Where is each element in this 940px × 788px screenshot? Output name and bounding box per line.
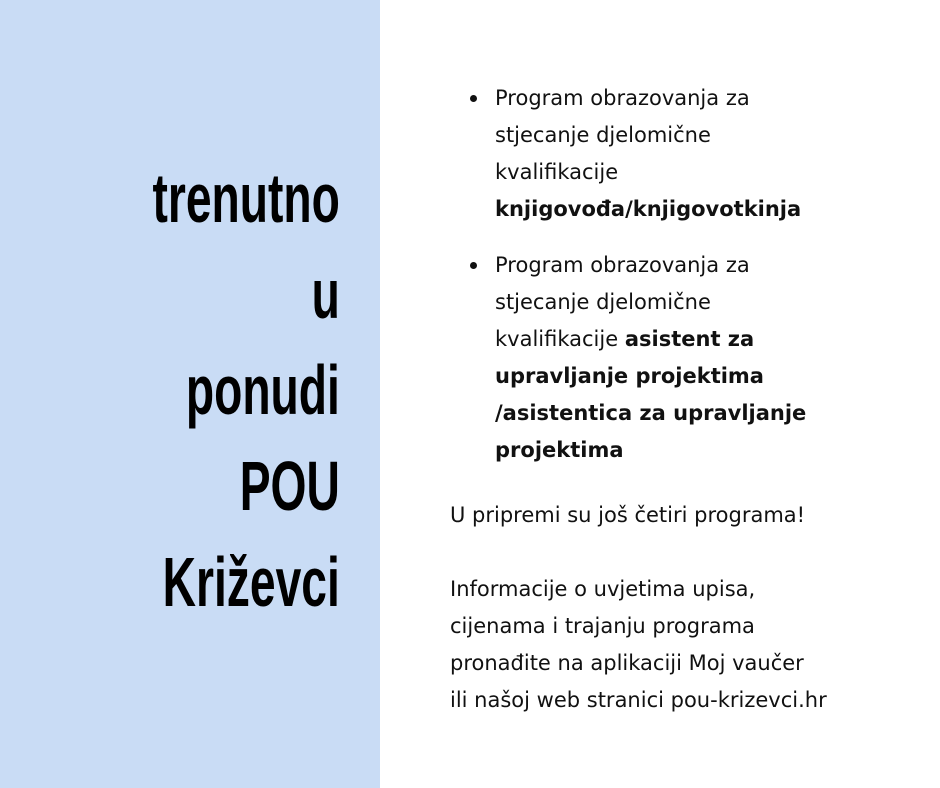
program-title: /asistentica za upravljanje <box>495 401 807 425</box>
headline-line-3: ponudi <box>186 351 340 429</box>
bullet-icon <box>470 95 477 102</box>
headline-line-5: Križevci <box>162 543 340 621</box>
program-title: asistent za <box>624 327 755 351</box>
program-item-bookkeeper <box>450 80 920 228</box>
program-intro-line: Program obrazovanja za <box>495 253 750 277</box>
left-panel <box>0 0 380 788</box>
program-title: knjigovođa/knjigovotkinja <box>495 197 802 221</box>
program-list <box>450 80 920 469</box>
headline-line-4: POU <box>239 447 340 525</box>
headline <box>153 150 340 630</box>
info-line: Informacije o uvjetima upisa, <box>450 577 756 601</box>
info-line: ili našoj web stranici pou-krizevci.hr <box>450 688 827 712</box>
headline-line-1: trenutno <box>152 159 340 237</box>
enrollment-info <box>450 571 920 719</box>
program-title: upravljanje projektima <box>495 364 764 388</box>
program-intro-line: Program obrazovanja za <box>495 86 750 110</box>
info-line: pronađite na aplikaciji Moj vaučer <box>450 651 804 675</box>
program-intro-line: kvalifikacije <box>495 327 619 351</box>
upcoming-programs-notice: U pripremi su još četiri programa! <box>450 503 806 527</box>
headline-line-2: u <box>311 255 340 333</box>
right-panel <box>450 80 920 719</box>
info-line: cijenama i trajanju programa <box>450 614 755 638</box>
bullet-icon <box>470 262 477 269</box>
program-title: projektima <box>495 438 624 462</box>
program-intro-line: kvalifikacije <box>495 160 619 184</box>
program-item-project-assistant <box>450 247 920 469</box>
program-intro-line: stjecanje djelomične <box>495 123 711 147</box>
program-intro-line: stjecanje djelomične <box>495 290 711 314</box>
